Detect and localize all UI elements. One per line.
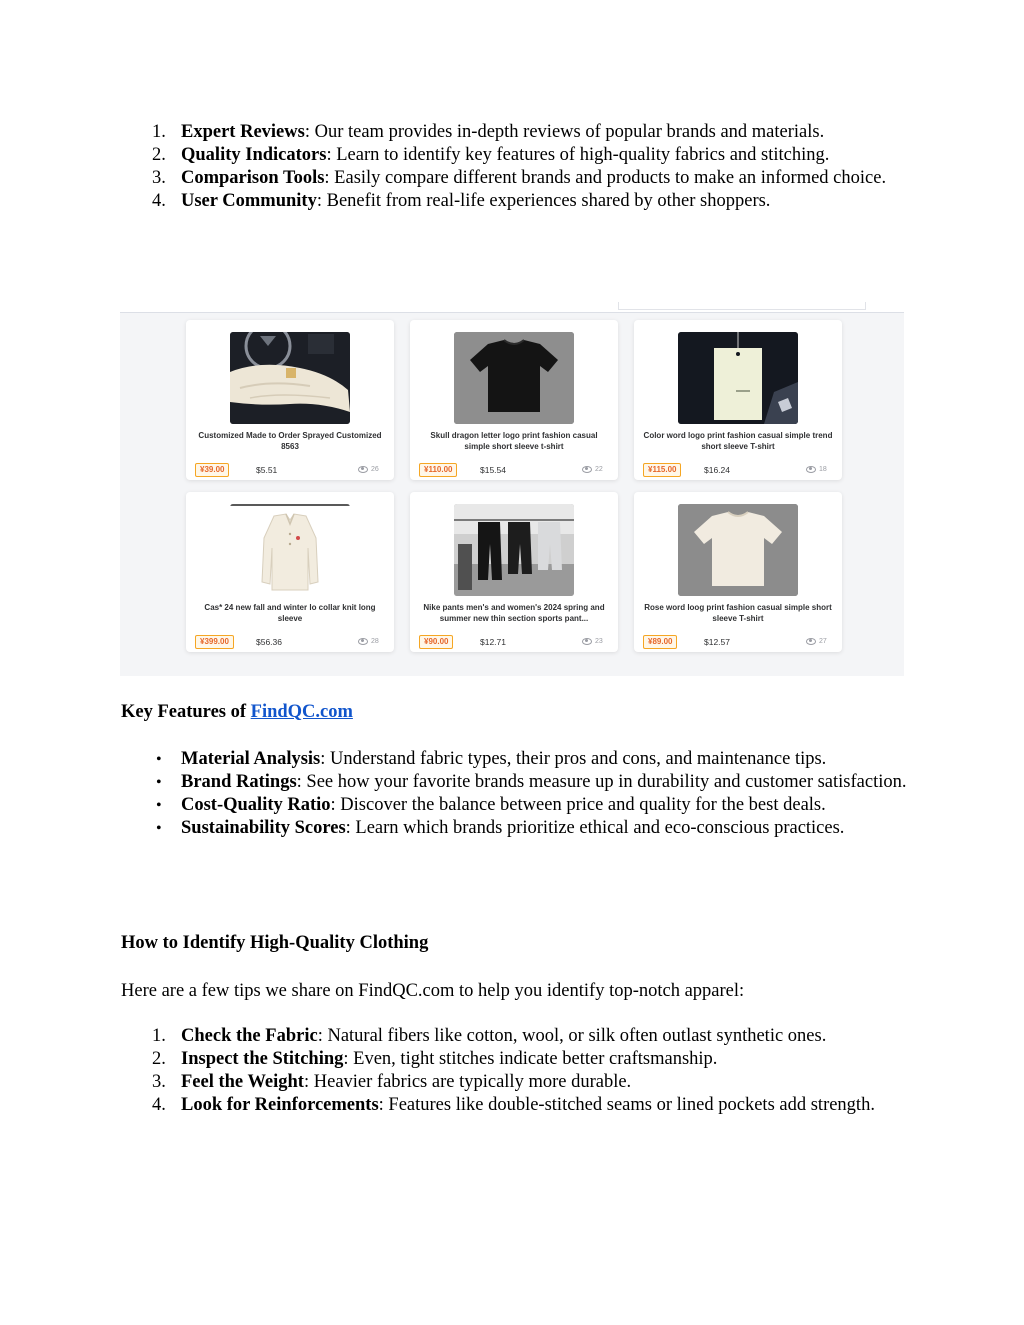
price-usd: $15.54: [480, 465, 506, 475]
product-image[interactable]: [678, 332, 798, 424]
findqc-link[interactable]: FindQC.com: [250, 702, 353, 722]
product-image[interactable]: [230, 332, 350, 424]
product-image[interactable]: [454, 504, 574, 596]
product-card[interactable]: [410, 492, 618, 652]
list-item-term: Inspect the Stitching: [181, 1049, 344, 1069]
list-item: 2. Inspect the Stitching: Even, tight stitches indicate better craftsmanship.: [152, 1049, 718, 1069]
list-item-term: Expert Reviews: [181, 122, 305, 142]
list-item: • Material Analysis: Understand fabric types, their pros and cons, and maintenance tips.: [156, 749, 827, 769]
product-image[interactable]: [230, 504, 350, 596]
eye-icon: [806, 638, 816, 645]
eye-icon: [582, 638, 592, 645]
product-title[interactable]: Color word logo print fashion casual simple trend short sleeve T-shirt: [643, 431, 833, 451]
list-item-term: Material Analysis: [181, 749, 321, 769]
list-item-text: : Learn to identify key features of high-quality fabrics and stitching.: [326, 145, 830, 165]
key-features-heading: Key Features of FindQC.com: [121, 702, 353, 722]
list-item-text: : Even, tight stitches indicate better craftsmanship.: [343, 1049, 718, 1069]
list-item-text: : Easily compare different brands and products to make an informed choice.: [324, 168, 887, 188]
view-count: 23: [582, 636, 603, 648]
list-item-term: Comparison Tools: [181, 168, 325, 188]
price-cny-badge: ¥90.00: [419, 635, 453, 649]
view-count: 22: [582, 464, 603, 476]
list-item-text: : Understand fabric types, their pros and cons, and maintenance tips.: [320, 749, 827, 769]
list-item-term: Sustainability Scores: [181, 818, 346, 838]
screenshot-topbar: [120, 302, 904, 313]
product-card[interactable]: [634, 492, 842, 652]
list-item-text: : Learn which brands prioritize ethical and eco-conscious practices.: [345, 818, 845, 838]
list-item-text: : See how your favorite brands measure up in durability and customer satisfaction.: [296, 772, 907, 792]
how-to-heading: How to Identify High-Quality Clothing: [121, 933, 429, 953]
list-item: • Brand Ratings: See how your favorite brands measure up in durability and customer satisfaction.: [156, 772, 907, 792]
list-item-term: Brand Ratings: [181, 772, 297, 792]
product-grid-screenshot: [120, 302, 904, 676]
list-item-text: : Our team provides in-depth reviews of popular brands and materials.: [304, 122, 825, 142]
list-item-term: Cost-Quality Ratio: [181, 795, 331, 815]
product-card[interactable]: [634, 320, 842, 480]
view-count: 28: [358, 636, 379, 648]
eye-icon: [358, 466, 368, 473]
price-cny-badge: ¥399.00: [195, 635, 234, 649]
list-item: 4. User Community: Benefit from real-life experiences shared by other shoppers.: [152, 191, 771, 211]
price-usd: $12.57: [704, 637, 730, 647]
benefits-list: [121, 121, 911, 213]
product-image[interactable]: [678, 504, 798, 596]
list-item-term: User Community: [181, 191, 317, 211]
price-cny-badge: ¥110.00: [419, 463, 457, 477]
list-item-text: : Benefit from real-life experiences shared by other shoppers.: [316, 191, 771, 211]
product-title[interactable]: Cas* 24 new fall and winter lo collar knit long sleeve: [204, 603, 376, 623]
price-cny-badge: ¥89.00: [643, 635, 677, 649]
product-title[interactable]: Skull dragon letter logo print fashion casual simple short sleeve t-shirt: [430, 431, 598, 451]
price-usd: $5.51: [256, 465, 278, 475]
view-count: 18: [806, 464, 827, 476]
list-item: 4. Look for Reinforcements: Features like double-stitched seams or lined pockets add strength.: [152, 1095, 875, 1115]
product-card[interactable]: [186, 320, 394, 480]
list-item: • Cost-Quality Ratio: Discover the balance between price and quality for the best deals.: [156, 795, 826, 815]
price-cny-badge: ¥39.00: [195, 463, 229, 477]
product-image[interactable]: [454, 332, 574, 424]
price-cny-badge: ¥115.00: [643, 463, 681, 477]
list-item: 1. Expert Reviews: Our team provides in-depth reviews of popular brands and materials.: [152, 122, 825, 142]
product-card[interactable]: [410, 320, 618, 480]
list-item: 3. Comparison Tools: Easily compare different brands and products to make an informed choice.: [152, 168, 887, 188]
product-card[interactable]: [186, 492, 394, 652]
price-usd: $16.24: [704, 465, 730, 475]
price-usd: $12.71: [480, 637, 506, 647]
list-item-term: Quality Indicators: [181, 145, 327, 165]
view-count: 27: [806, 636, 827, 648]
list-item-text: : Natural fibers like cotton, wool, or silk often outlast synthetic ones.: [317, 1026, 827, 1046]
price-usd: $56.36: [256, 637, 282, 647]
tips-list: [121, 1025, 911, 1117]
list-item-term: Look for Reinforcements: [181, 1095, 379, 1115]
key-features-list: [121, 748, 911, 840]
list-item-term: Feel the Weight: [181, 1072, 304, 1092]
product-title[interactable]: Nike pants men's and women's 2024 spring and summer new thin section sports pant...: [423, 603, 605, 623]
eye-icon: [582, 466, 592, 473]
list-item-text: : Heavier fabrics are typically more durable.: [303, 1072, 632, 1092]
list-item-text: : Features like double-stitched seams or lined pockets add strength.: [378, 1095, 875, 1115]
list-item: 3. Feel the Weight: Heavier fabrics are typically more durable.: [152, 1072, 632, 1092]
eye-icon: [806, 466, 816, 473]
list-item: • Sustainability Scores: Learn which brands prioritize ethical and eco-conscious practices.: [156, 818, 845, 838]
list-item: 1. Check the Fabric: Natural fibers like cotton, wool, or silk often outlast synthetic ones.: [152, 1026, 827, 1046]
list-item-term: Check the Fabric: [181, 1026, 318, 1046]
how-to-intro: Here are a few tips we share on FindQC.com to help you identify top-notch apparel:: [121, 981, 745, 1001]
product-title[interactable]: Rose word loog print fashion casual simple short sleeve T-shirt: [644, 603, 832, 623]
eye-icon: [358, 638, 368, 645]
list-item: 2. Quality Indicators: Learn to identify key features of high-quality fabrics and stitching.: [152, 145, 830, 165]
product-title[interactable]: Customized Made to Order Sprayed Customized 8563: [198, 431, 382, 451]
view-count: 26: [358, 464, 379, 476]
list-item-text: : Discover the balance between price and quality for the best deals.: [330, 795, 826, 815]
